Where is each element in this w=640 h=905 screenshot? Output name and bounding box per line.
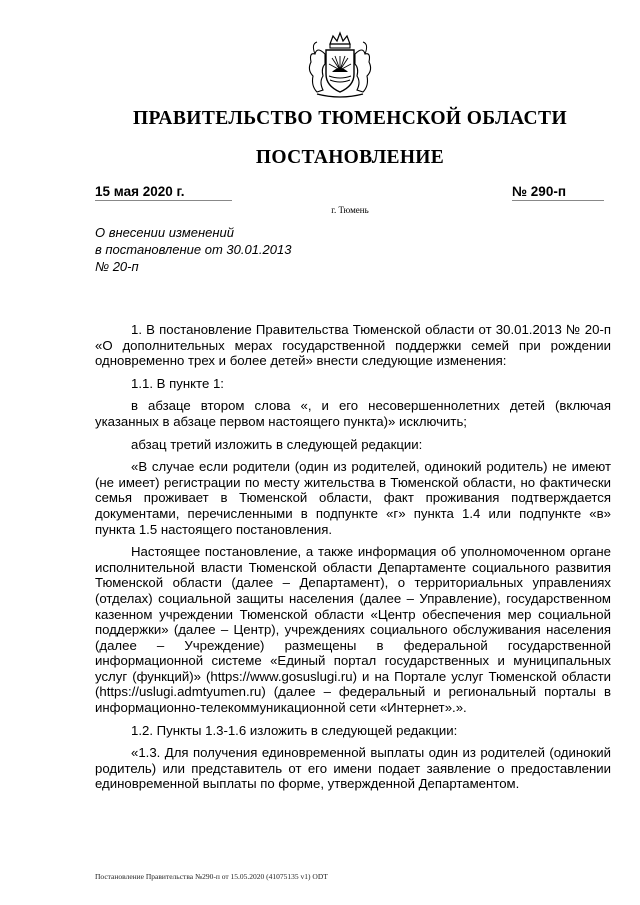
subject-line: О внесении изменений — [95, 225, 234, 240]
body-paragraph: 1.2. Пункты 1.3-1.6 изложить в следующей редакции: — [131, 722, 458, 738]
body-paragraph: «1.3. Для получения единовременной выплаты один из родителей (одинокий родитель) или представитель от его имени подает заявление о предоставлении единовременной выплаты по форме, утвержденной Департаментом. — [95, 745, 611, 792]
subject-line: № 20-п — [95, 259, 139, 274]
document-footer: Постановление Правительства №290-п от 15.05.2020 (41075135 v1) ODT — [95, 872, 328, 881]
body-paragraph: в абзаце втором слова «, и его несовершеннолетних детей (включая указанных в абзаце первом настоящего пункта)» исключить; — [95, 398, 611, 429]
body-paragraph: Настоящее постановление, а также информация об уполномоченном органе исполнительной власти Тюменской области Департаменте социального развития Тюменской области (далее – Департамент), о территориальных управлениях (отделах) социальной защиты населения (далее – Управление), государственном казенном учреждении Тюменской области «Центр обеспечения мер социальной поддержки» (далее – Центр), учреждениях социального обслуживания населения (далее – Учреждение) размещены в федеральной государственной информационной системе «Единый портал государственных и муниципальных услуг (функций)» (https://www.gosuslugi.ru) и на Портале услуг Тюменской области (https://uslugi.admtyumen.ru) (далее – федеральный и региональный порталы в информационно-телекоммуникационной сети «Интернет».». — [95, 544, 611, 716]
subject-line: в постановление от 30.01.2013 — [95, 242, 292, 257]
body-paragraph: абзац третий изложить в следующей редакции: — [131, 436, 423, 452]
document-city: г. Тюмень — [331, 205, 369, 215]
government-title: ПРАВИТЕЛЬСТВО ТЮМЕНСКОЙ ОБЛАСТИ — [132, 108, 568, 129]
document-date: 15 мая 2020 г. — [95, 184, 232, 201]
document-body — [95, 322, 611, 799]
body-paragraph: 1. В постановление Правительства Тюменской области от 30.01.2013 № 20-п «О дополнительных мерах государственной поддержки семей при рождении одновременно трех и более детей» внести следующие изменения: — [95, 322, 611, 369]
coat-of-arms-emblem — [295, 30, 385, 102]
body-paragraph: 1.1. В пункте 1: — [131, 375, 224, 391]
document-subject — [95, 224, 395, 275]
body-paragraph: «В случае если родители (один из родителей, одинокий родитель) не имеют (не имеет) регистрации по месту жительства в Тюменской области, но фактически семья проживает в Тюменской области, факт проживания подтверждается документами, перечисленными в подпункте «г» пункта 1.4 или подпункте «в» пункта 1.5 настоящего постановления. — [95, 459, 611, 537]
document-type-title: ПОСТАНОВЛЕНИЕ — [255, 147, 445, 168]
document-number: № 290-п — [512, 184, 604, 201]
